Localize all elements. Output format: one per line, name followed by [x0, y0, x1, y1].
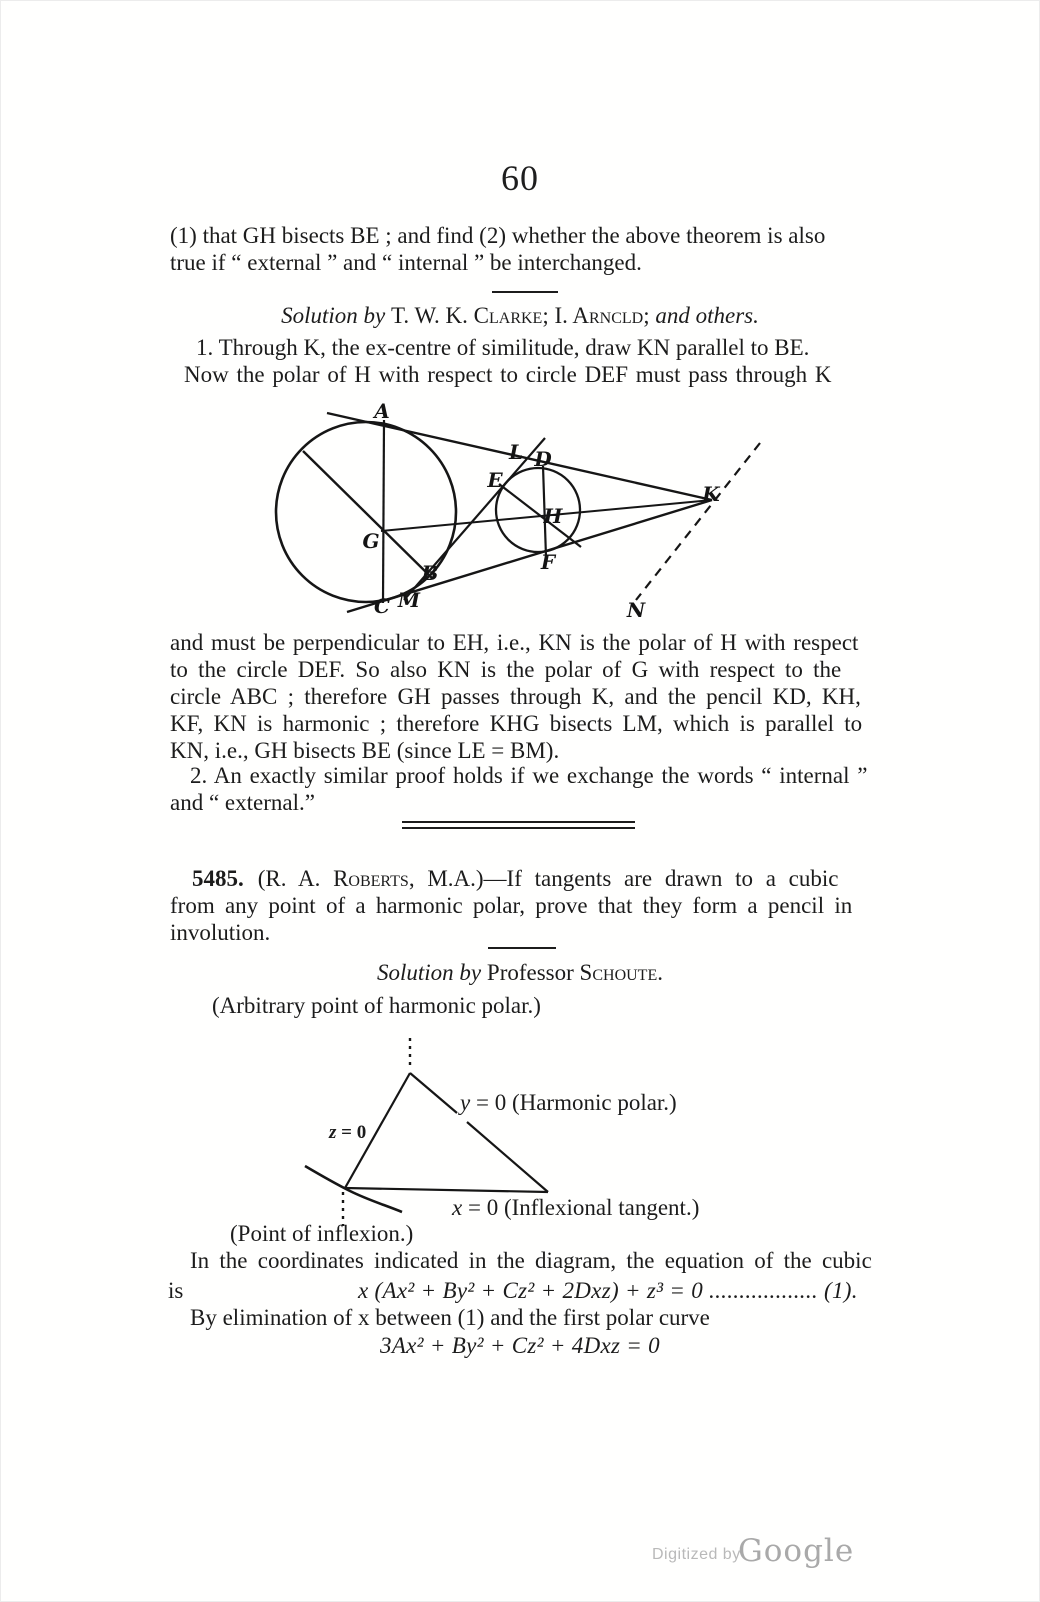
problem-5485-line1 [192, 865, 838, 892]
geometry-figure-drawing [250, 390, 790, 625]
point-label-D: D [534, 447, 552, 471]
proof-para2-line4: KF, KN is harmonic ; therefore KHG bisects LM, which is parallel to [170, 711, 863, 736]
short-divider-rule [492, 291, 558, 293]
cubic-body-line1: In the coordinates indicated in the diagram, the equation of the cubic [190, 1248, 872, 1273]
section-separator-bottom-rule [402, 827, 635, 829]
intro-line-1: (1) that GH bisects BE ; and find (2) whether the above theorem is also [170, 223, 826, 248]
x-label-rest: = 0 (Inflexional tangent.) [462, 1195, 700, 1220]
x-variable: x [452, 1195, 463, 1220]
section-separator-top-rule [402, 821, 635, 823]
line-EH [499, 484, 581, 547]
diameter-GB [303, 451, 432, 578]
intro-line-2: true if “ external ” and “ internal ” be interchanged. [170, 250, 642, 275]
geometry-figure [250, 390, 790, 625]
professor-label: Professor [486, 960, 580, 985]
cubic-equation-1: x (Ax² + By² + Cz² + 2Dxz) + z³ = 0 .................. (1). [358, 1278, 858, 1303]
proof-para1-line1: 1. Through K, the ex-centre of similitude, draw KN parallel to BE. [196, 335, 810, 360]
credit-author-name: Roberts [333, 866, 409, 891]
point-label-E: E [487, 468, 503, 492]
triangle-side-y-lower [467, 1122, 548, 1192]
arbitrary-point-note: (Arbitrary point of harmonic polar.) [212, 993, 541, 1018]
cubic-body-line2: By elimination of x between (1) and the first polar curve [190, 1305, 710, 1330]
solution-by-label-2: Solution by [377, 960, 487, 985]
y-variable: y [460, 1090, 471, 1115]
solver-names: T. W. K. Clarke; I. Arncld; [391, 303, 656, 328]
solution-by-label: Solution by [281, 303, 392, 328]
proof-para2-line3: circle ABC ; therefore GH passes through K, and the pencil KD, KH, [170, 684, 861, 709]
proof-para3-line1: 2. An exactly similar proof holds if we exchange the words “ internal ” [190, 763, 868, 788]
point-label-C: C [374, 594, 390, 618]
proof-para2-line2: to the circle DEF. So also KN is the polar of G with respect to the [170, 657, 842, 682]
short-divider-rule-2 [488, 947, 556, 949]
credit-prefix: (R. A. [257, 866, 334, 891]
point-label-N: N [626, 598, 646, 622]
x-axis-label [452, 1194, 699, 1221]
point-label-G: G [362, 529, 380, 553]
point-label-H: H [543, 504, 563, 528]
z-axis-label [329, 1119, 366, 1146]
z-variable: z [329, 1122, 337, 1143]
problem-5485-line2: from any point of a harmonic polar, prove that they form a pencil in [170, 893, 853, 918]
y-axis-label [460, 1089, 677, 1116]
solution1-heading [0, 302, 1040, 329]
point-label-M: M [397, 588, 421, 612]
proof-para2-line5: KN, i.e., GH bisects BE (since LE = BM). [170, 738, 560, 763]
problem-5485-line3: involution. [170, 920, 271, 945]
triangle-side-y-upper [410, 1073, 457, 1113]
dashed-line-KN [636, 443, 760, 600]
solver-name-2: Schoute. [579, 960, 663, 985]
is-word: is [168, 1278, 184, 1303]
google-logo-watermark: Google [738, 1533, 855, 1569]
point-of-inflexion-label: (Point of inflexion.) [230, 1221, 414, 1246]
chord-AC [383, 420, 384, 603]
solution2-heading [0, 959, 1040, 986]
proof-para1-line2: Now the polar of H with respect to circle DEF must pass through K [184, 362, 832, 387]
point-label-L: L [508, 440, 524, 464]
point-label-B: B [421, 561, 439, 585]
proof-para2-line1: and must be perpendicular to EH, i.e., KN is the polar of H with respect [170, 630, 859, 655]
point-label-K: K [702, 482, 720, 506]
and-others-label: and others. [655, 303, 759, 328]
triangle-side-x [345, 1188, 548, 1192]
z-label-rest: = 0 [336, 1122, 367, 1143]
credit-suffix: , M.A.)—If tangents are drawn to a cubic [408, 866, 839, 891]
page-number: 60 [501, 158, 539, 198]
y-label-rest: = 0 (Harmonic polar.) [470, 1090, 677, 1115]
digitized-by-watermark: Digitized by [652, 1546, 741, 1563]
point-label-F: F [540, 550, 556, 574]
problem-number: 5485. [192, 866, 244, 891]
point-label-A: A [374, 399, 390, 423]
proof-para3-line2: and “ external.” [170, 790, 315, 815]
cubic-equation-2: 3Ax² + By² + Cz² + 4Dxz = 0 [380, 1333, 660, 1358]
